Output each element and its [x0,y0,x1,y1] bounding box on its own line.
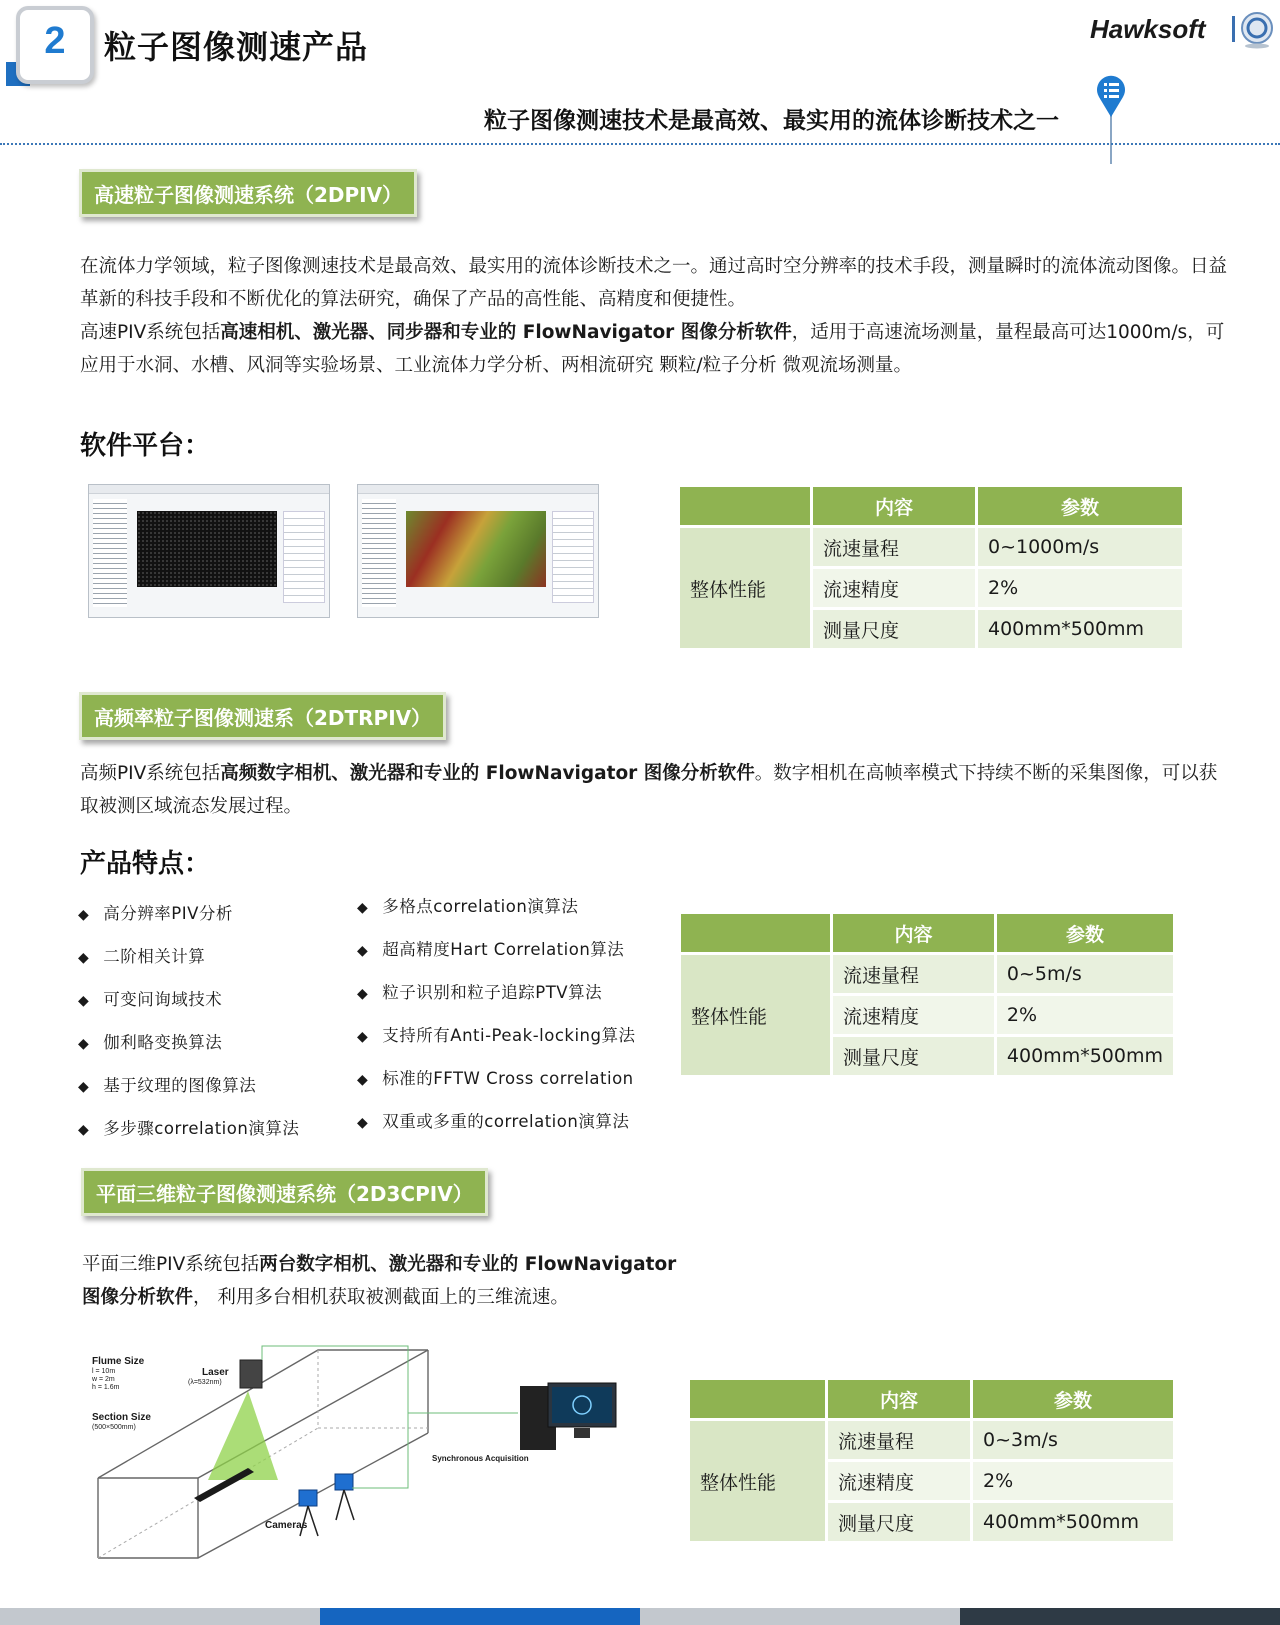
table-header-content: 内容 [827,1379,972,1420]
section-number-badge [16,6,94,84]
table-header-row [679,486,1184,527]
features-left-list [78,900,299,1158]
table-row-value: 2% [972,1461,1175,1502]
section1-spec-table [677,484,1185,651]
section2-para-post: 。数字相机在高帧率模式下持续不断的采集图像，可以获取被测区域流态发展过程。 [80,763,1218,817]
table-category: 整体性能 [680,954,832,1077]
table-header-param: 参数 [995,913,1174,954]
list-item: ◆ 粒子识别和粒子追踪PTV算法 [357,983,603,1002]
table-header-row [689,1379,1175,1420]
table-row-name: 测量尺度 [827,1502,972,1543]
table-row-value: 0~1000m/s [977,527,1184,568]
section1-para2-bold: 高速相机、激光器、同步器和专业的 FlowNavigator 图像分析软件 [220,322,792,343]
footer-bar-segment [640,1608,960,1625]
camera-1-icon [299,1490,317,1506]
section3-para-bold1: 两台数字相机、激光器和专业的 FlowNavigator [259,1254,677,1275]
table-row-value: 2% [995,995,1174,1036]
section3-intro [82,1248,682,1314]
table-row-value: 400mm*500mm [977,609,1184,650]
table-header-param: 参数 [972,1379,1175,1420]
table-row-value: 0~5m/s [995,954,1174,995]
section1-para2 [80,316,1230,382]
software-screenshot-1 [88,484,330,618]
table-header-param: 参数 [977,486,1184,527]
table-row-name: 测量尺度 [812,609,977,650]
diagram-section-dims: (500×500mm) [92,1424,136,1431]
table-row-value: 2% [977,568,1184,609]
header-divider [0,143,1280,145]
diamond-bullet-icon: ◆ [357,986,369,1002]
page-subtitle: 粒子图像测速技术是最高效、最实用的流体诊断技术之一 [484,108,1059,134]
software-screenshot-2 [357,484,599,618]
table-row-name: 测量尺度 [832,1036,996,1077]
particle-image [137,511,277,587]
brand-logo-text: Hawksoft [1090,14,1206,44]
laser-unit [240,1360,262,1388]
table-row [680,954,1175,995]
diagram-sync-label: Synchronous Acquisition [432,1454,529,1463]
list-item: ◆ 可变问询域技术 [78,990,223,1009]
table-row-value: 400mm*500mm [995,1036,1174,1077]
section3-para-post: ， 利用多台相机获取被测截面上的三维流速。 [193,1287,569,1308]
section2-spec-table [678,911,1176,1078]
table-row [679,527,1184,568]
list-item: ◆ 多格点correlation演算法 [357,897,579,916]
table-header-content: 内容 [832,913,996,954]
footer-bar-segment [960,1608,1280,1625]
list-item: ◆ 支持所有Anti-Peak-locking算法 [357,1026,636,1045]
diagram-cameras-label: Cameras [265,1520,308,1531]
diamond-bullet-icon: ◆ [78,1036,90,1052]
list-item: ◆ 双重或多重的correlation演算法 [357,1112,630,1131]
table-row-value: 0~3m/s [972,1420,1175,1461]
section1-para1: 在流体力学领域，粒子图像测速技术是最高效、最实用的流体诊断技术之一。通过高时空分辨率的技术手段，测量瞬时的流体流动图像。日益革新的科技手段和不断优化的算法研究，确保了产品的高性能、高精度和便捷性。 [80,256,1228,310]
velocity-field-image [406,511,546,587]
diamond-bullet-icon: ◆ [357,1115,369,1131]
table-row-name: 流速量程 [812,527,977,568]
section1-tag: 高速粒子图像测速系统（2DPIV） [79,169,417,217]
table-row-name: 流速精度 [827,1461,972,1502]
diagram-section-label: Section Size [92,1412,151,1423]
table-row-name: 流速精度 [832,995,996,1036]
table-row-name: 流速量程 [827,1420,972,1461]
list-item: ◆ 高分辨率PIV分析 [78,904,233,923]
diamond-bullet-icon: ◆ [78,993,90,1009]
piv-setup-diagram [88,1338,648,1568]
software-heading: 软件平台： [80,431,211,461]
brand-globe-icon [1240,10,1274,50]
table-category: 整体性能 [679,527,812,650]
table-row-name: 流速量程 [832,954,996,995]
list-pin-icon [1094,72,1128,118]
diamond-bullet-icon: ◆ [78,950,90,966]
diamond-bullet-icon: ◆ [78,1079,90,1095]
table-row-name: 流速精度 [812,568,977,609]
section3-spec-table [687,1377,1176,1544]
section-number: 2 [44,20,66,62]
features-right-list [357,893,636,1151]
table-header-row [680,913,1175,954]
section3-para-pre: 平面三维PIV系统包括 [82,1254,260,1275]
table-header-content: 内容 [812,486,977,527]
section3-para-bold2: 图像分析软件 [82,1287,194,1308]
diamond-bullet-icon: ◆ [357,1029,369,1045]
list-item: ◆ 基于纹理的图像算法 [78,1076,257,1095]
diagram-laser-wavelength: (λ=532nm) [188,1379,222,1386]
section1-para2-post: ，适用于高速流场测量，量程最高可达1000m/s，可应用于水洞、水槽、风洞等实验场景、工业流体力学分析、两相流研究 颗粒/粒子分析 微观流场测量。 [80,322,1225,376]
diamond-bullet-icon: ◆ [78,1122,90,1138]
diamond-bullet-icon: ◆ [78,907,90,923]
diamond-bullet-icon: ◆ [357,943,369,959]
section1-intro [80,250,1230,382]
table-category: 整体性能 [689,1420,827,1543]
brand-separator [1232,16,1235,42]
diagram-flume-label: Flume Size [92,1356,145,1367]
section2-tag: 高频率粒子图像测速系（2DTRPIV） [79,692,446,740]
footer-bar-segment [320,1608,640,1625]
diagram-flume-dims: l = 10m w = 2m h = 1.6m [92,1368,120,1391]
list-item: ◆ 伽利略变换算法 [78,1033,223,1052]
section2-para-bold: 高频数字相机、激光器和专业的 FlowNavigator 图像分析软件 [220,763,755,784]
features-heading: 产品特点： [80,849,211,879]
page-title: 粒子图像测速产品 [104,28,369,66]
diagram-laser-label: Laser [202,1367,229,1378]
diamond-bullet-icon: ◆ [357,900,369,916]
list-item: ◆ 多步骤correlation演算法 [78,1119,300,1138]
diamond-bullet-icon: ◆ [357,1072,369,1088]
section2-para-pre: 高频PIV系统包括 [80,763,221,784]
section1-para2-pre: 高速PIV系统包括 [80,322,221,343]
section3-tag: 平面三维粒子图像测速系统（2D3CPIV） [81,1168,488,1216]
section2-intro [80,757,1230,823]
footer-bar-segment [0,1608,320,1625]
table-row [689,1420,1175,1461]
list-item: ◆ 标准的FFTW Cross correlation [357,1069,634,1088]
list-item: ◆ 二阶相关计算 [78,947,206,966]
list-item: ◆ 超高精度Hart Correlation算法 [357,940,625,959]
camera-2-icon [335,1474,353,1490]
table-row-value: 400mm*500mm [972,1502,1175,1543]
